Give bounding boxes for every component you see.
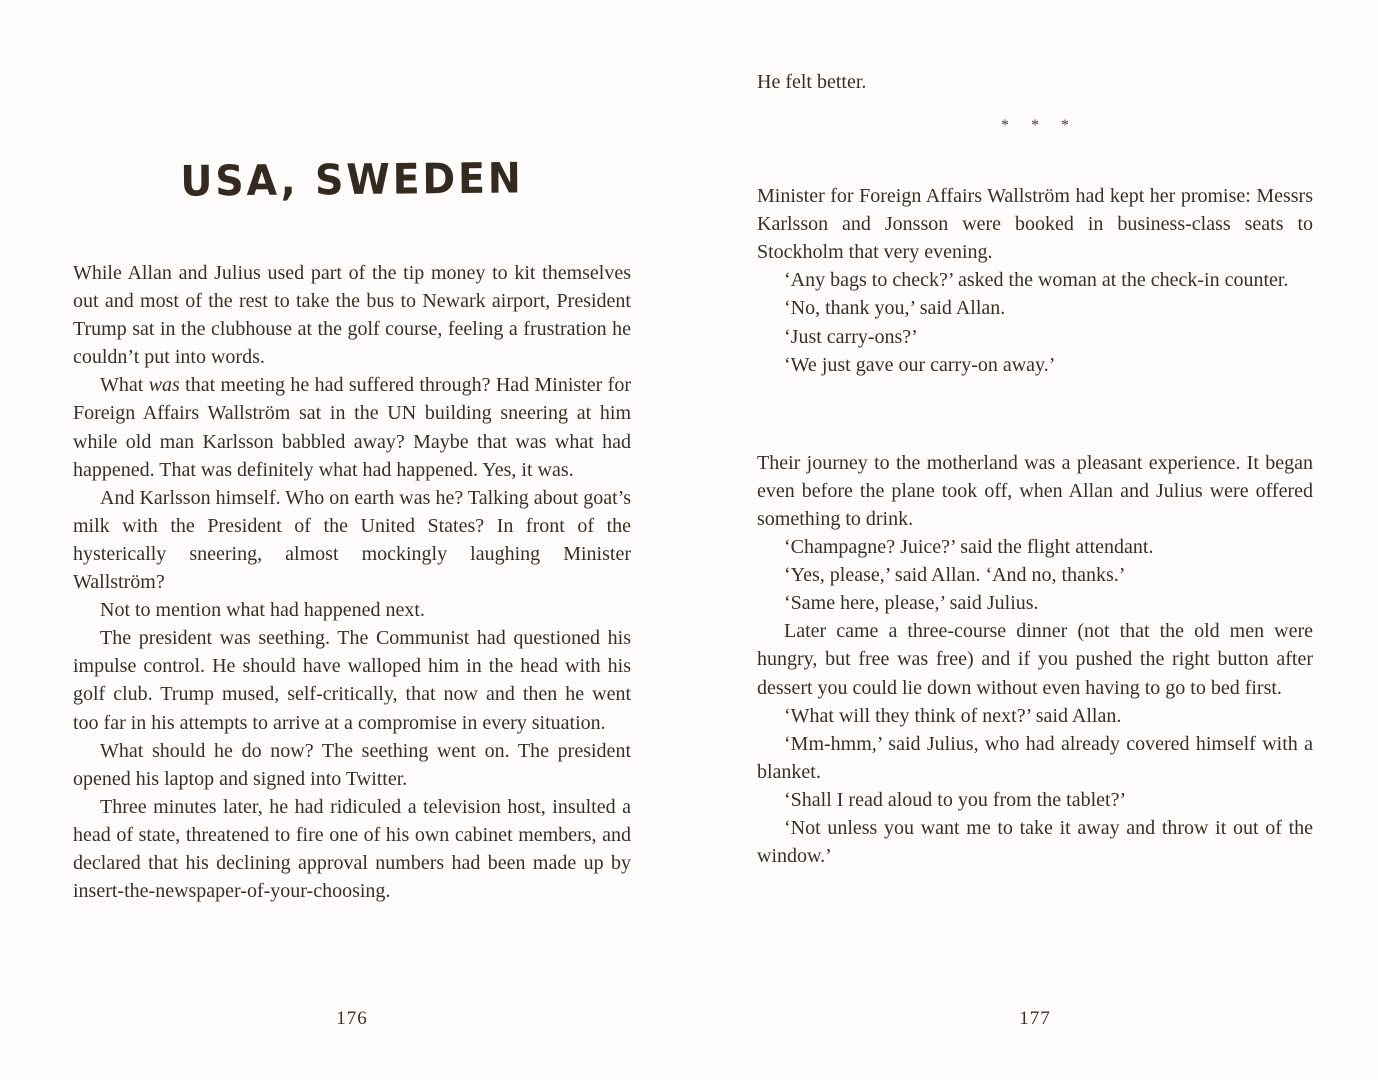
paragraph-text: that meeting he had suffered through? Had Minister for Foreign Affairs Wallström sat in the UN building sneering at him while old man Karlsson babbled away? Maybe that was what had happened. That was definitely what had happened. Yes, it was.: [73, 374, 631, 481]
body-paragraph: Minister for Foreign Affairs Wallström had kept her promise: Messrs Karlsson and Jonsson were booked in business-class seats to Stockholm that very evening.: [757, 185, 1313, 264]
page-number-right: 177: [1019, 1008, 1051, 1029]
body-paragraph: Later came a three-course dinner (not that the old men were hungry, but free was free) and if you pushed the right button after dessert you could lie down without even having to go to bed first.: [757, 620, 1313, 699]
body-paragraph: What should he do now? The seething went on. The president opened his laptop and signed into Twitter.: [73, 739, 631, 790]
dialogue-paragraph: ‘What will they think of next?’ said Allan.: [784, 704, 1122, 727]
book-page-right: [757, 0, 1313, 1080]
book-page-left: [73, 0, 631, 1080]
dialogue-paragraph: ‘Champagne? Juice?’ said the flight attendant.: [784, 536, 1154, 559]
paragraph-text: What: [100, 374, 149, 397]
dialogue-paragraph: ‘Any bags to check?’ asked the woman at the check-in counter.: [784, 269, 1289, 292]
body-paragraph: Their journey to the motherland was a pleasant experience. It began even before the plane took off, when Allan and Julius were offered something to drink.: [757, 451, 1313, 530]
dialogue-paragraph: ‘We just gave our carry-on away.’: [784, 353, 1056, 376]
dialogue-paragraph: ‘Same here, please,’ said Julius.: [784, 592, 1039, 615]
left-page-body: [73, 259, 631, 905]
page-number-left: 176: [336, 1008, 368, 1029]
chapter-title: USA, SWEDEN: [180, 153, 524, 206]
section-break: [757, 379, 1313, 449]
dialogue-paragraph: ‘No, thank you,’ said Allan.: [784, 297, 1006, 320]
body-paragraph: And Karlsson himself. Who on earth was he? Talking about goat’s milk with the President of the United States? In front of the hysterically sneering, almost mockingly laughing Minister Wallström?: [73, 486, 631, 594]
right-page-body: [757, 68, 1313, 870]
dialogue-paragraph: ‘Not unless you want me to take it away and throw it out of the window.’: [757, 816, 1313, 868]
dialogue-paragraph: ‘Shall I read aloud to you from the tablet?’: [784, 788, 1127, 811]
body-paragraph: Not to mention what had happened next.: [100, 599, 425, 622]
dialogue-paragraph: ‘Just carry-ons?’: [784, 325, 918, 348]
section-separator: * * *: [1001, 117, 1069, 135]
italic-word: was: [148, 374, 180, 397]
body-paragraph: [73, 371, 631, 483]
body-paragraph: The president was seething. The Communist had questioned his impulse control. He should have walloped him in the head with his golf club. Trump mused, self-critically, that now and then he went too far in his attempts to arrive at a compromise in every situation.: [73, 627, 631, 734]
dialogue-paragraph: ‘Mm-hmm,’ said Julius, who had already covered himself with a blanket.: [757, 732, 1313, 783]
body-paragraph: While Allan and Julius used part of the tip money to kit themselves out and most of the rest to take the bus to Newark airport, President Trump sat in the clubhouse at the golf course, feeling a frustration he couldn’t put into words.: [73, 262, 631, 369]
dialogue-paragraph: ‘Yes, please,’ said Allan. ‘And no, thanks.’: [784, 564, 1126, 587]
body-paragraph: Three minutes later, he had ridiculed a television host, insulted a head of state, threatened to fire one of his own cabinet members, and declared that his declining approval numbers had been made up by insert-the-newspaper-of-your-choosing.: [73, 795, 631, 903]
opening-line: He felt better.: [757, 71, 867, 93]
